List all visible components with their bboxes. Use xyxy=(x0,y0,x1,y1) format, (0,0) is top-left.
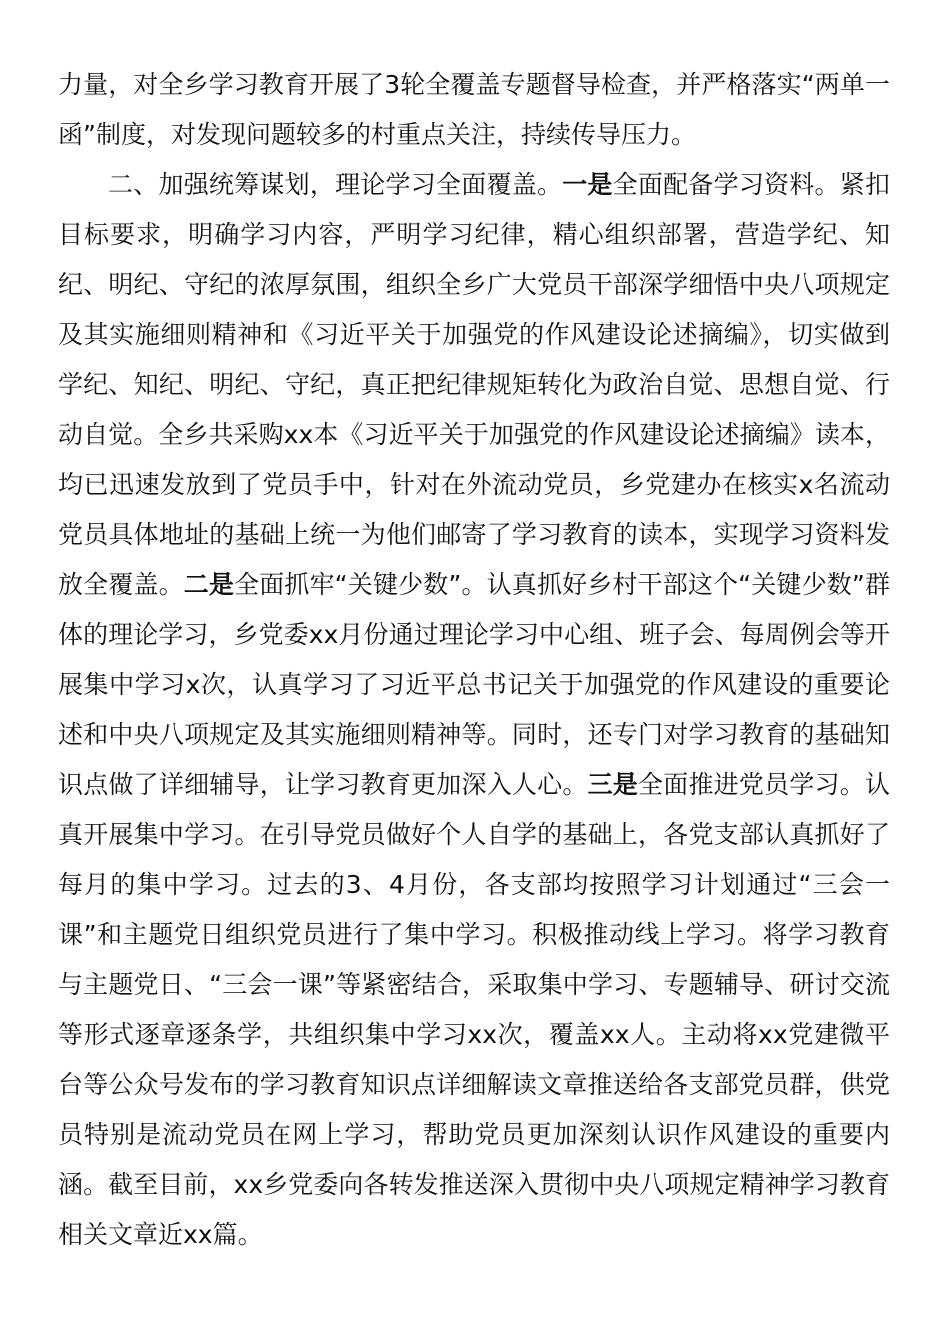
paragraph-supervision-text: 力量，对全乡学习教育开展了3轮全覆盖专题督导检查，并严格落实“两单一函”制度，对发现问题较多的村重点关注，持续传导压力。 xyxy=(58,70,890,149)
paragraph-supervision xyxy=(58,60,890,160)
section-heading: 二、加强统筹谋划，理论学习全面覆盖。 xyxy=(108,170,563,199)
point-one-text: 全面配备学习资料。紧扣目标要求，明确学习内容，严明学习纪律，精心组织部署，营造学纪、知纪、明纪、守纪的浓厚氛围，组织全乡广大党员干部深学细悟中央八项规定及其实施细则精神和《习近平关于加强党的作风建设论述摘编》，切实做到学纪、知纪、明纪、守纪，真正把纪律规矩转化为政治自觉、思想自觉、行动自觉。全乡共采购xx本《习近平关于加强党的作风建设论述摘编》读本，均已迅速发放到了党员手中，针对在外流动党员，乡党建办在核实x名流动党员具体地址的基础上统一为他们邮寄了学习教育的读本，实现学习资料发放全覆盖。 xyxy=(58,170,890,599)
paragraph-theory-study xyxy=(58,160,890,1260)
point-three-text: 全面推进党员学习。认真开展集中学习。在引导党员做好个人自学的基础上，各党支部认真抓好了每月的集中学习。过去的3、4月份，各支部均按照学习计划通过“三会一课”和主题党日组织党员进行了集中学习。积极推动线上学习。将学习教育与主题党日、“三会一课”等紧密结合，采取集中学习、专题辅导、研讨交流等形式逐章逐条学，共组织集中学习xx次，覆盖xx人。主动将xx党建微平台等公众号发布的学习教育知识点详细解读文章推送给各支部党员群，供党员特别是流动党员在网上学习，帮助党员更加深刻认识作风建设的重要内涵。截至目前，xx乡党委向各转发推送深入贯彻中央八项规定精神学习教育相关文章近xx篇。 xyxy=(58,770,890,1249)
point-two-label: 二是 xyxy=(183,570,235,599)
point-two-text: 全面抓牢“关键少数”。认真抓好乡村干部这个“关键少数”群体的理论学习，乡党委xx月份通过理论学习中心组、班子会、每周例会等开展集中学习x次，认真学习了习近平总书记关于加强党的作风建设的重要论述和中央八项规定及其实施细则精神等。同时，还专门对学习教育的基础知识点做了详细辅导，让学习教育更加深入人心。 xyxy=(58,570,890,799)
point-three-label: 三是 xyxy=(587,770,639,799)
point-one-label: 一是 xyxy=(562,170,613,199)
document-page xyxy=(58,60,890,1260)
